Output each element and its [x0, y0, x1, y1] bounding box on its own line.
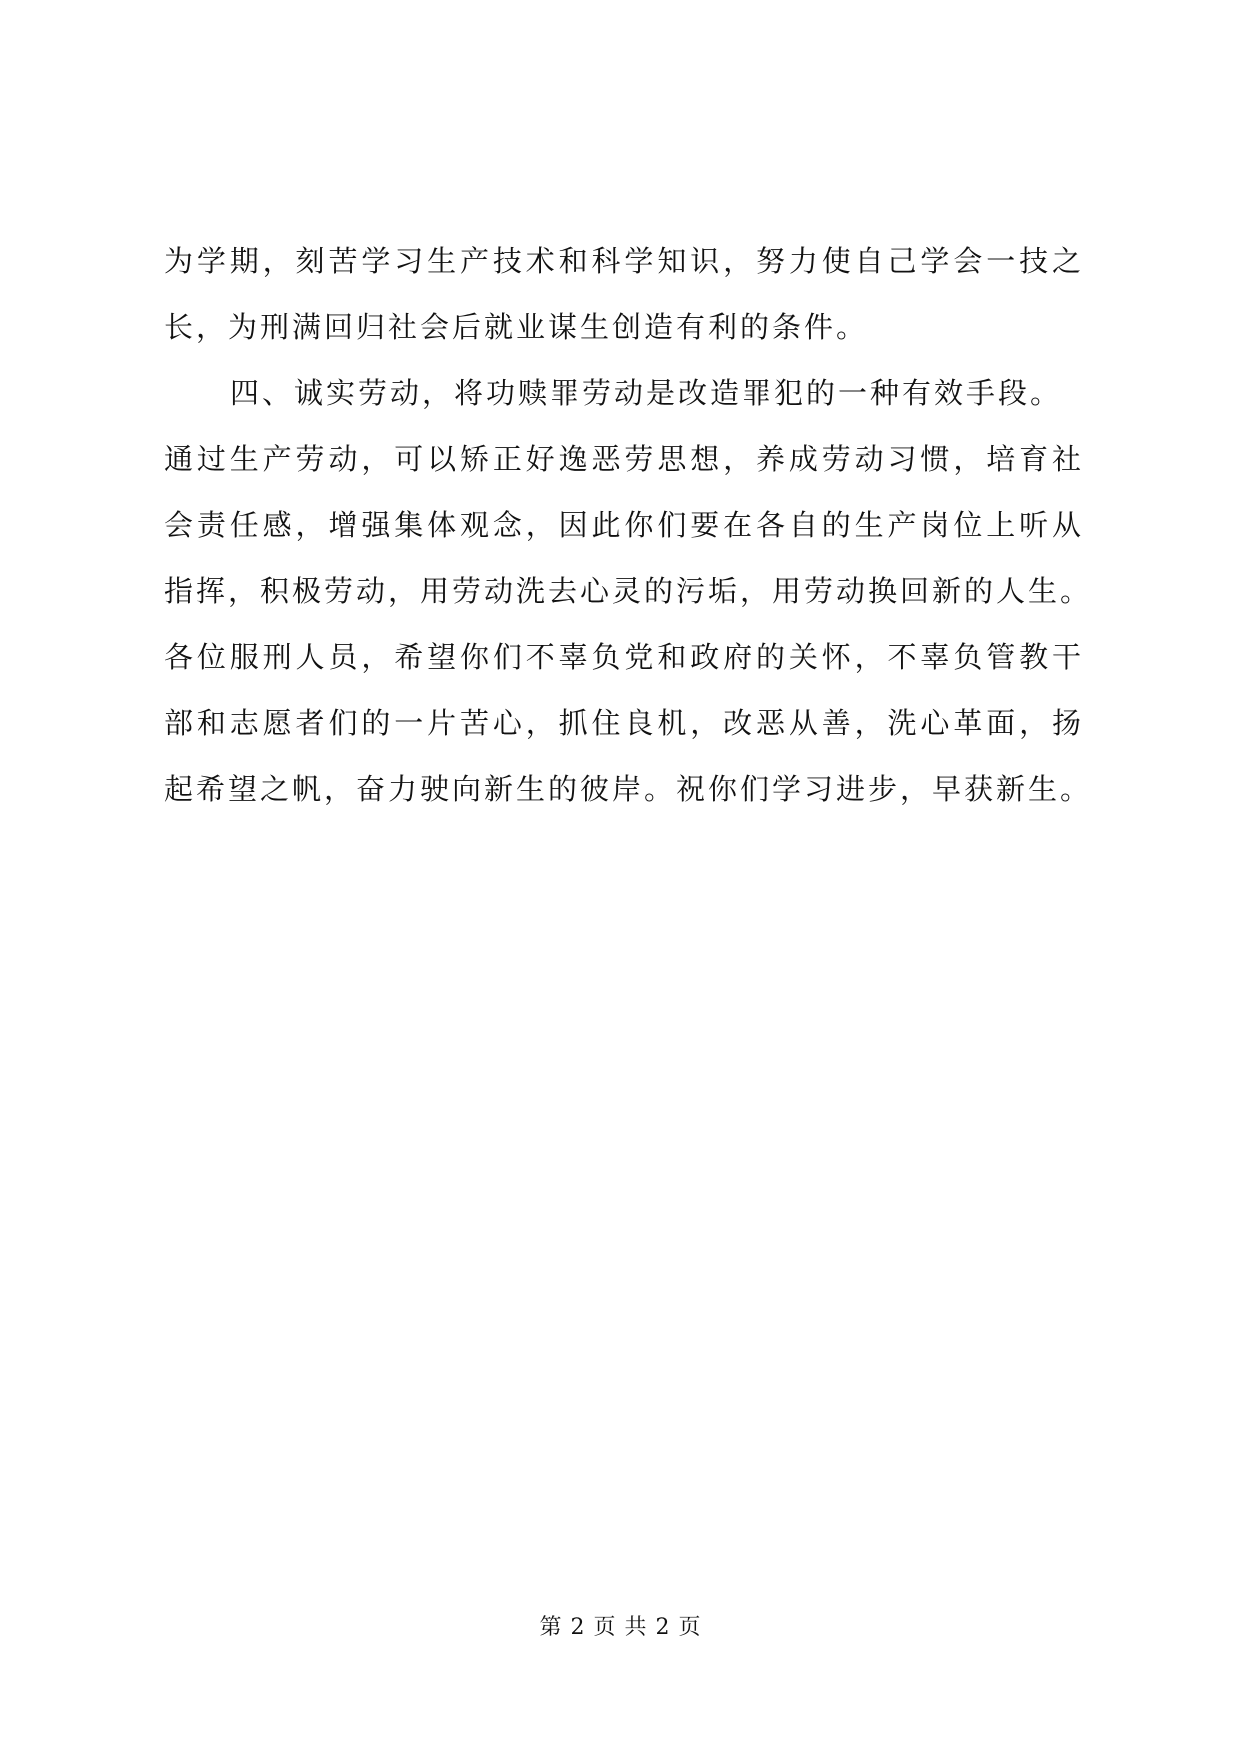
- text-line-6: 指挥，积极劳动，用劳动洗去心灵的污垢，用劳动换回新的人生。: [164, 574, 1093, 608]
- body-text: [164, 228, 1093, 822]
- text-line-4: 通过生产劳动，可以矫正好逸恶劳思想，养成劳动习惯，培育社: [164, 442, 1084, 476]
- text-line-8: 部和志愿者们的一片苦心，抓住良机，改恶从善，洗心革面，扬: [164, 706, 1084, 740]
- text-line-2: 长，为刑满回归社会后就业谋生创造有利的条件。: [164, 310, 869, 344]
- page-footer: 第 2 页 共 2 页: [539, 1615, 702, 1640]
- text-line-1: 为学期，刻苦学习生产技术和科学知识，努力使自己学会一技之: [164, 244, 1084, 278]
- text-line-3: 四、诚实劳动，将功赎罪劳动是改造罪犯的一种有效手段。: [230, 376, 1063, 410]
- text-line-7: 各位服刑人员，希望你们不辜负党和政府的关怀，不辜负管教干: [164, 640, 1084, 674]
- text-line-5: 会责任感，增强集体观念，因此你们要在各自的生产岗位上听从: [164, 508, 1084, 542]
- text-line-9: 起希望之帆，奋力驶向新生的彼岸。祝你们学习进步，早获新生。: [164, 772, 1093, 806]
